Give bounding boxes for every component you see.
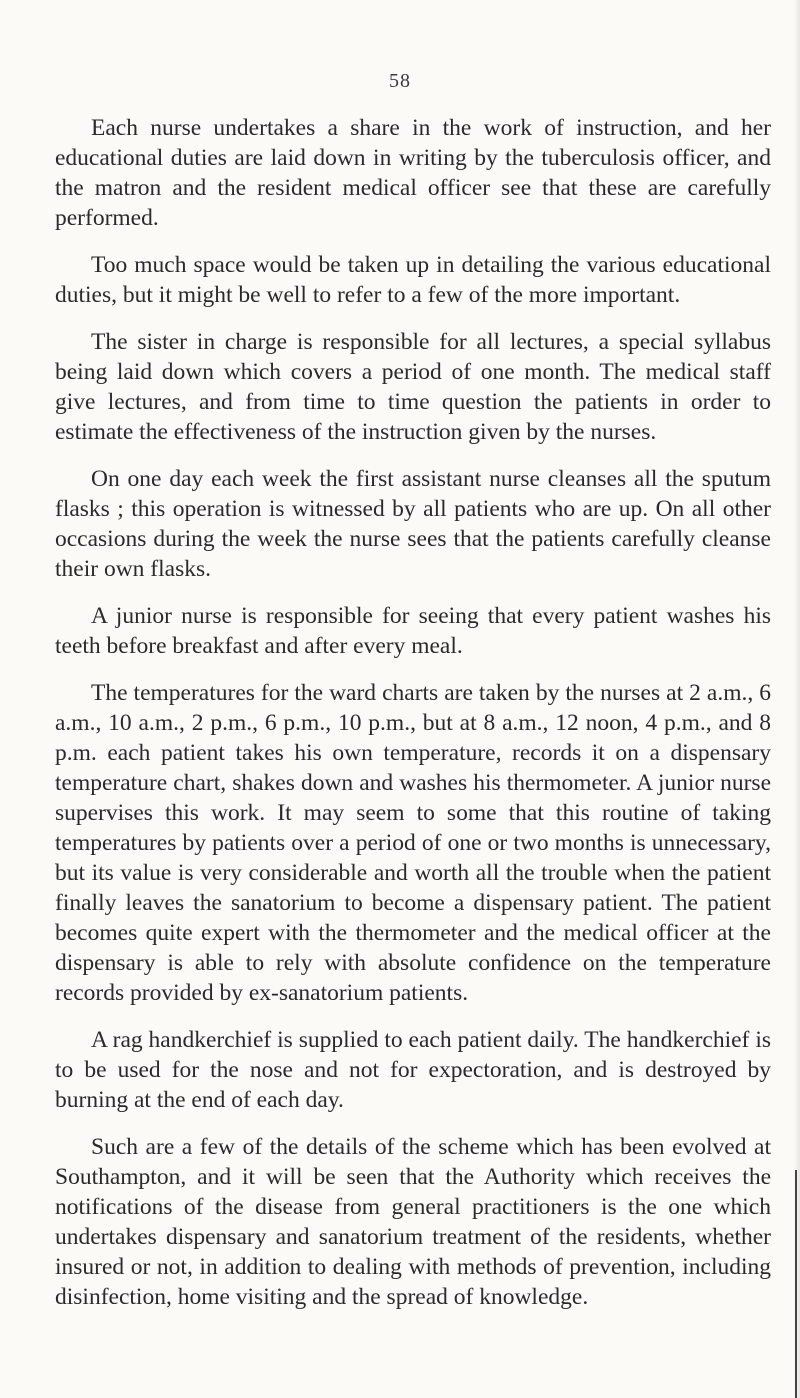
page-number: 58 — [389, 70, 411, 92]
paragraph-conclusion: Such are a few of the details of the scheme which has been evolved at Southampton, and it will be seen that the Authority which receives the notifications of the disease from general practitioners is the one which undertakes dispensary and sanatorium treatment of the residents, whether insured or not, in addition to dealing with methods of prevention, including disinfection, home visiting and the spread of knowledge. — [55, 1134, 771, 1310]
body-text — [55, 113, 771, 1329]
paragraph-lectures: The sister in charge is responsible for all lectures, a special syllabus being laid down which covers a period of one month. The medical staff give lectures, and from time to time question the patients in order to estimate the effectiveness of the instruction given by the nurses. — [55, 329, 771, 445]
page-edge-line — [795, 1170, 797, 1398]
paragraph-handkerchief: A rag handkerchief is supplied to each patient daily. The handkerchief is to be used for the nose and not for expectoration, and is destroyed by burning at the end of each day. — [55, 1027, 771, 1113]
paragraph-sputum-flasks: On one day each week the first assistant nurse cleanses all the sputum flasks ; this operation is witnessed by all patients who are up. On all other occasions during the week the nurse sees that the patients carefully cleanse their own flasks. — [55, 466, 771, 582]
paragraph-educational-duties: Too much space would be taken up in detailing the various educational duties, but it might be well to refer to a few of the more important. — [55, 252, 771, 308]
paragraph-temperatures: The temperatures for the ward charts are taken by the nurses at 2 a.m., 6 a.m., 10 a.m., 2 p.m., 6 p.m., 10 p.m., but at 8 a.m., 12 noon, 4 p.m., and 8 p.m. each patient takes his own temperature, records it on a dispensary temperature chart, shakes down and washes his thermometer. A junior nurse supervises this work. It may seem to some that this routine of taking temperatures by patients over a period of one or two months is unnecessary, but its value is very considerable and worth all the trouble when the patient finally leaves the sanatorium to become a dispensary patient. The patient becomes quite expert with the thermometer and the medical officer at the dispensary is able to rely with absolute confidence on the temperature records provided by ex-sanatorium patients. — [55, 680, 771, 1006]
paragraph-teeth: A junior nurse is responsible for seeing that every patient washes his teeth before breakfast and after every meal. — [55, 603, 771, 659]
paragraph-instruction: Each nurse undertakes a share in the work of instruction, and her educational duties are laid down in writing by the tuberculosis officer, and the matron and the resident medical officer see that these are carefully performed. — [55, 115, 771, 231]
